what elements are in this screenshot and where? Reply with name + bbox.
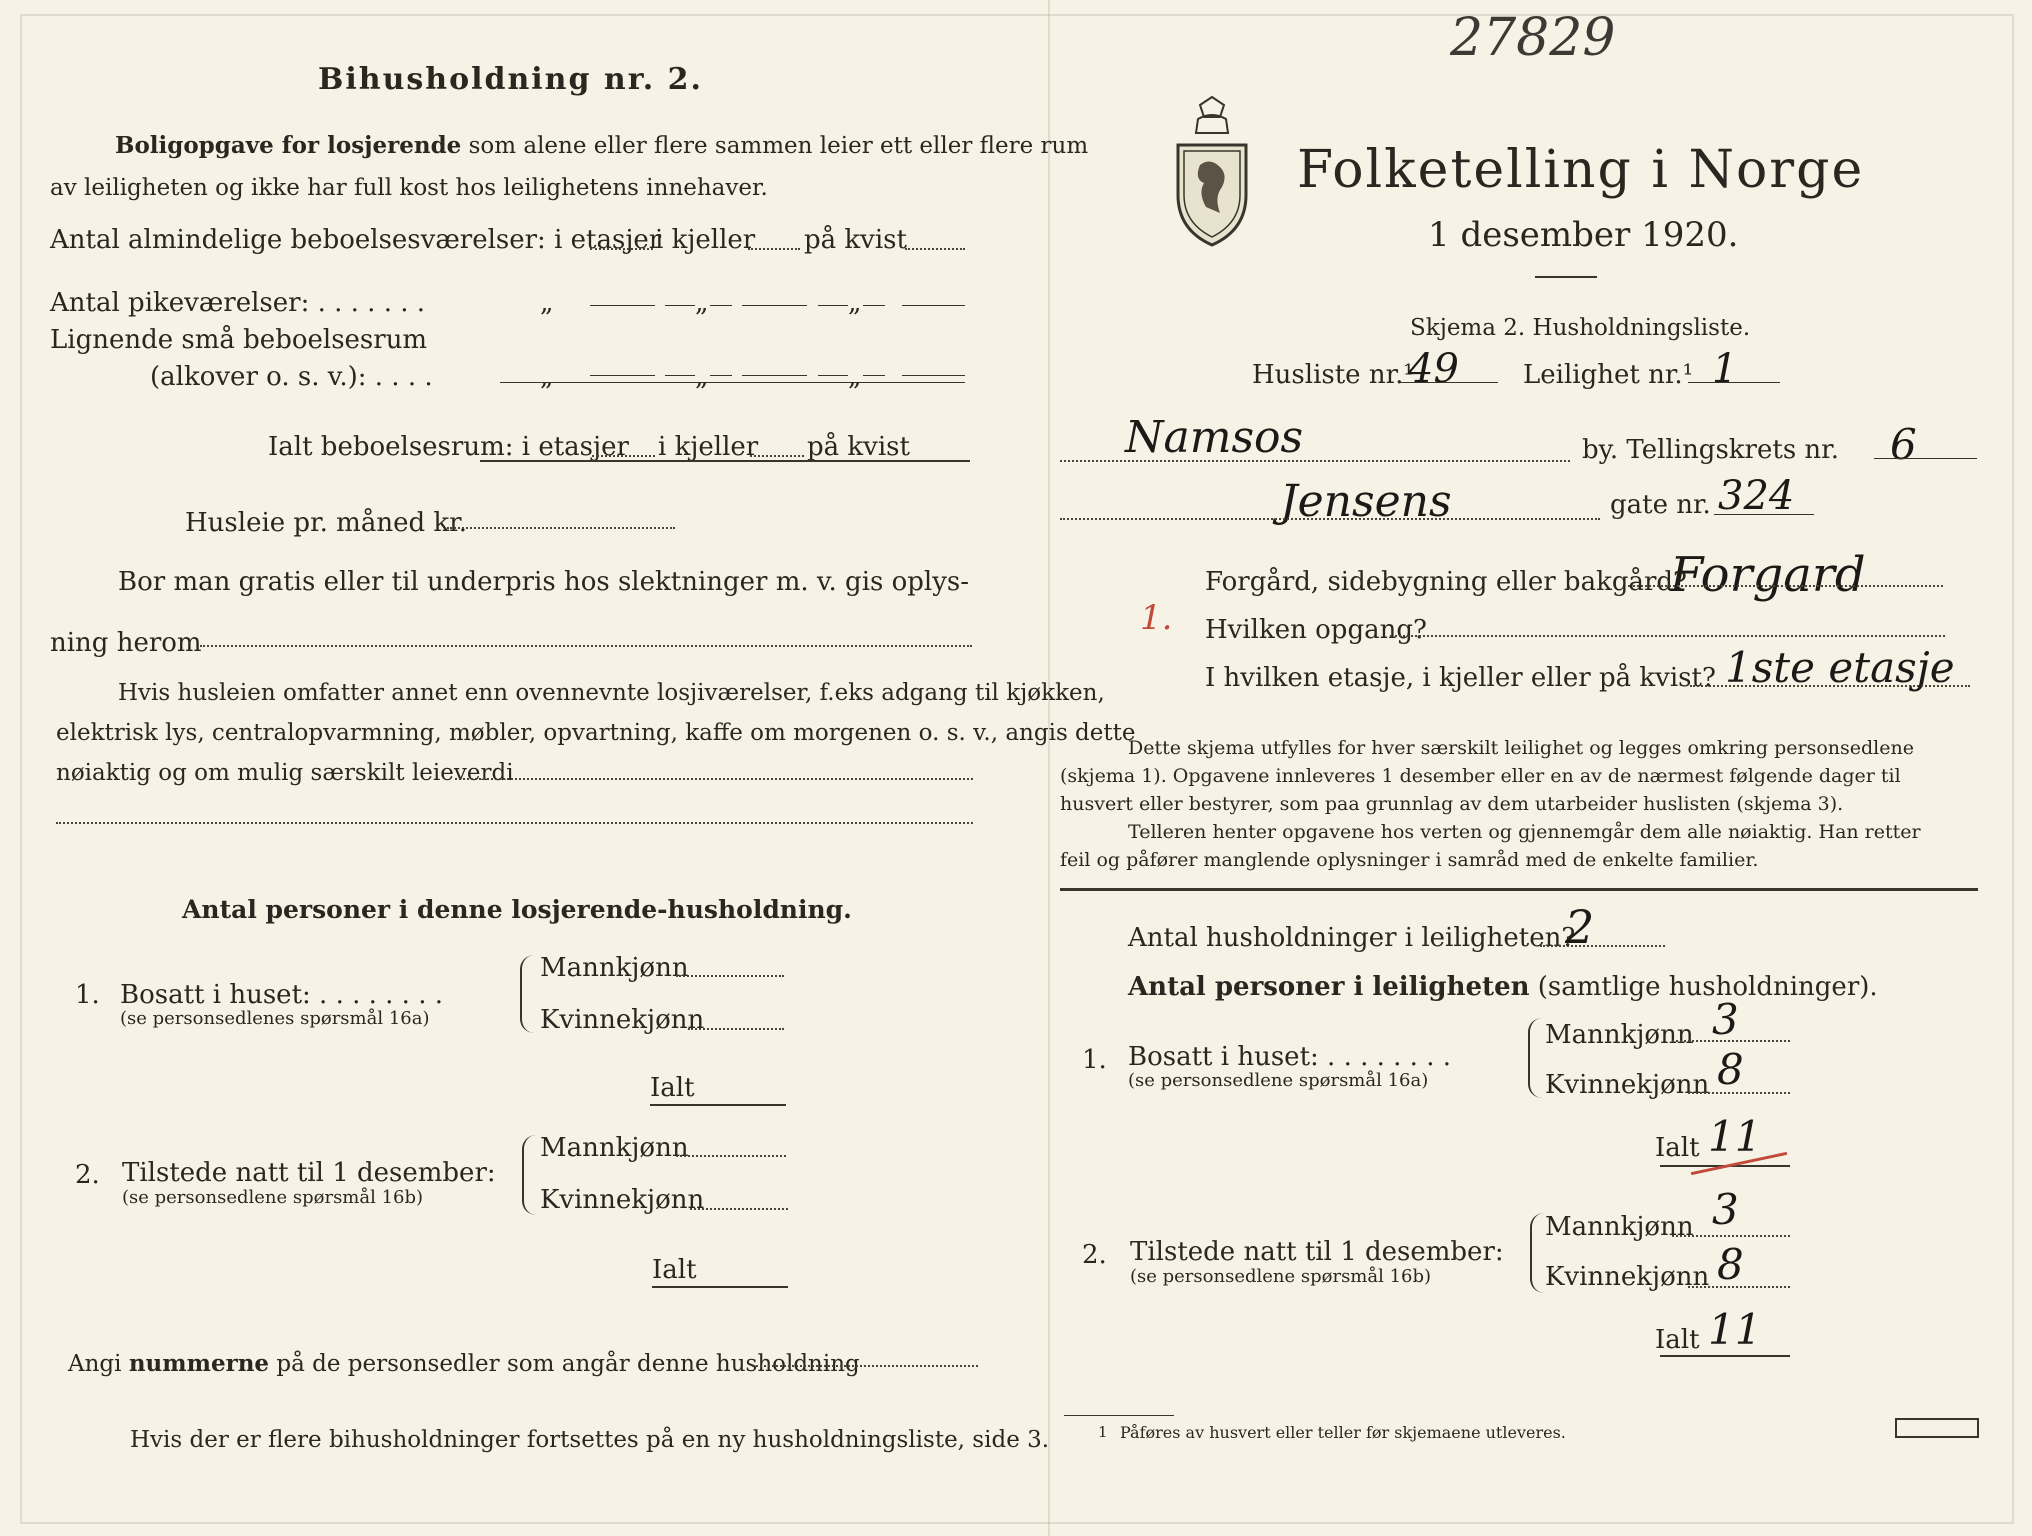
antal-hush-value[interactable]: 2 — [1565, 900, 1595, 954]
intro-line-1 — [115, 132, 1088, 159]
left-q1-label: Bosatt i huset: . . . . . . . . — [120, 980, 444, 1010]
intro-rest: som alene eller flere sammen leier ett eller flere rum — [461, 133, 1089, 159]
opgang-red-mark: 1. — [1140, 598, 1173, 638]
lignende-kvist-field[interactable] — [902, 375, 965, 376]
etasje-field — [1690, 685, 1970, 687]
husliste-value[interactable]: 49 — [1408, 346, 1459, 392]
info-line-5: feil og påfører manglende oplysninger i samråd med de enkelte familier. — [1060, 849, 1759, 871]
footnote-text: Påføres av husvert eller teller før skjemaene utleveres. — [1120, 1423, 1566, 1442]
row-pike-label: Antal pikeværelser: . . . . . . . — [50, 288, 426, 318]
footnote-number: 1 — [1098, 1423, 1108, 1441]
leilighet-field — [1688, 382, 1780, 383]
right-q2-label: Tilstede natt til 1 desember: — [1130, 1237, 1504, 1267]
lignende-etasjer-field[interactable] — [590, 375, 655, 376]
left-q2-mann-field[interactable] — [676, 1155, 786, 1157]
left-q2-number: 2. — [75, 1160, 100, 1190]
left-q2-ialt-field[interactable] — [652, 1286, 788, 1288]
opgang-label: Hvilken opgang? — [1205, 615, 1427, 645]
left-q1-ialt-field[interactable] — [650, 1104, 786, 1106]
opgang-field[interactable] — [1390, 635, 1945, 637]
left-q1-kvinne-field[interactable] — [688, 1028, 784, 1030]
krets-value[interactable]: 6 — [1890, 420, 1917, 469]
pike-dash-2 — [710, 305, 732, 306]
left-q2-label: Tilstede natt til 1 desember: — [122, 1158, 496, 1188]
ditto-mark: „ — [540, 362, 554, 392]
forgard-field — [1628, 585, 1943, 587]
left-q1-ialt-label: Ialt — [650, 1073, 695, 1103]
row-hvis-2: elektrisk lys, centralopvarmning, møbler, opvartning, kaffe om morgenen o. s. v., angis dette — [56, 720, 1136, 746]
forgard-label: Forgård, sidebygning eller bakgård? — [1205, 567, 1687, 597]
row-gratis-1: Bor man gratis eller til underpris hos slektninger m. v. gis oplys- — [118, 567, 970, 597]
husleie-field[interactable] — [447, 527, 675, 529]
angi-line — [68, 1350, 860, 1377]
husliste-label: Husliste nr.¹ — [1252, 360, 1414, 390]
antal-pers-line — [1128, 972, 1878, 1002]
leilighet-label: Leilighet nr.¹ — [1523, 360, 1694, 390]
angi-pre: Angi — [68, 1351, 129, 1377]
info-rule — [1060, 888, 1978, 891]
right-q2-sub: (se personsedlene spørsmål 16b) — [1130, 1266, 1432, 1287]
pike-dash-3 — [818, 305, 848, 306]
pike-dash-4 — [863, 305, 885, 306]
right-q1-mann-field — [1672, 1040, 1790, 1042]
left-q2-ialt-label: Ialt — [652, 1255, 697, 1285]
row-gratis-2: ning herom — [50, 628, 202, 658]
almindelige-etasjer-field[interactable] — [590, 248, 653, 250]
hvis-extra-field[interactable] — [56, 822, 973, 824]
left-q1-brace — [520, 955, 534, 1033]
pike-kjeller-field[interactable] — [742, 305, 807, 306]
right-q1-mann-value[interactable]: 3 — [1712, 995, 1739, 1044]
right-q1-mann-label: Mannkjønn — [1545, 1020, 1694, 1050]
right-q1-label: Bosatt i huset: . . . . . . . . — [1128, 1042, 1452, 1072]
right-q2-ialt-field — [1660, 1355, 1790, 1357]
angi-post: på de personsedler som angår denne husholdning — [269, 1351, 860, 1377]
row-lignende-label-1: Lignende små beboelsesrum — [50, 325, 428, 355]
almindelige-kvist-label: på kvist — [804, 225, 907, 255]
right-date: 1 desember 1920. — [1428, 215, 1739, 255]
gate-value[interactable]: Jensens — [1280, 476, 1452, 527]
right-q2-kvinne-label: Kvinnekjønn — [1545, 1262, 1710, 1292]
gratis-field[interactable] — [200, 645, 972, 647]
leilighet-value[interactable]: 1 — [1712, 346, 1738, 392]
right-q1-ialt-value[interactable]: 11 — [1708, 1112, 1762, 1161]
lign-dash-1 — [665, 375, 695, 376]
title-divider — [1535, 276, 1597, 278]
right-q2-mann-label: Mannkjønn — [1545, 1212, 1694, 1242]
husliste-field — [1398, 382, 1498, 383]
forgard-value[interactable]: Forgard — [1670, 547, 1866, 603]
left-q2-brace — [522, 1135, 536, 1215]
row-ialt-label: Ialt beboelsesrum: i etasjer — [268, 432, 629, 462]
left-q1-mann-field[interactable] — [676, 975, 784, 977]
right-q2-kvinne-field — [1688, 1286, 1790, 1288]
right-q1-kvinne-label: Kvinnekjønn — [1545, 1070, 1710, 1100]
left-q2-kvinne-field[interactable] — [690, 1208, 788, 1210]
intro-line-2: av leiligheten og ikke har full kost hos leilighetens innehaver. — [50, 175, 768, 201]
right-q2-number: 2. — [1082, 1240, 1107, 1270]
ialt-kvist-label: på kvist — [807, 432, 910, 462]
right-q2-ialt-label: Ialt — [1655, 1325, 1700, 1355]
antal-pers-rest: (samtlige husholdninger). — [1529, 972, 1878, 1002]
printer-mark-box — [1895, 1418, 1979, 1438]
ialt-kjeller-field[interactable] — [750, 455, 804, 457]
etasje-value[interactable]: 1ste etasje — [1725, 643, 1955, 692]
almindelige-kjeller-field[interactable] — [748, 248, 800, 250]
angi-field[interactable] — [752, 1365, 978, 1367]
right-q2-mann-value[interactable]: 3 — [1712, 1185, 1739, 1234]
right-q2-brace — [1530, 1213, 1544, 1293]
left-q1-mann-label: Mannkjønn — [540, 953, 689, 983]
left-footer: Hvis der er flere bihusholdninger fortsettes på en ny husholdningsliste, side 3. — [130, 1427, 1050, 1453]
right-q2-kvinne-value[interactable]: 8 — [1717, 1240, 1744, 1289]
ditto-mark: „ — [695, 288, 709, 318]
right-q1-ialt-label: Ialt — [1655, 1133, 1700, 1163]
left-q2-sub: (se personsedlene spørsmål 16b) — [122, 1187, 424, 1208]
antal-pers-bold: Antal personer i leiligheten — [1128, 972, 1530, 1002]
ditto-mark: „ — [695, 362, 709, 392]
info-line-2: (skjema 1). Opgavene innleveres 1 desember eller en av de nærmest følgende dager til — [1060, 765, 1901, 787]
angi-bold: nummerne — [128, 1350, 270, 1377]
gate-field — [1060, 518, 1600, 520]
info-line-3: husvert eller bestyrer, som paa grunnlag av dem utarbeider huslisten (skjema 3). — [1060, 793, 1844, 815]
right-q1-sub: (se personsedlene spørsmål 16a) — [1128, 1070, 1429, 1091]
right-q1-number: 1. — [1082, 1045, 1107, 1075]
left-q2-mann-label: Mannkjønn — [540, 1133, 689, 1163]
by-value[interactable]: Namsos — [1125, 412, 1304, 463]
krets-field — [1874, 458, 1977, 459]
right-q1-kvinne-field — [1688, 1092, 1790, 1094]
ditto-mark: „ — [848, 362, 862, 392]
right-q1-brace — [1528, 1018, 1542, 1098]
footnote-rule — [1064, 1415, 1174, 1416]
row-almindelige-label: Antal almindelige beboelsesværelser: i etasjer — [50, 225, 662, 255]
lign-dash-2 — [710, 375, 732, 376]
ditto-mark: „ — [848, 288, 862, 318]
right-q2-mann-field — [1672, 1235, 1790, 1237]
left-q1-kvinne-label: Kvinnekjønn — [540, 1005, 705, 1035]
gate-label: gate nr. — [1610, 490, 1711, 520]
left-section-title: Antal personer i denne losjerende-husholdning. — [182, 895, 852, 924]
lign-dash-3 — [818, 375, 848, 376]
right-q2-ialt-value[interactable]: 11 — [1708, 1305, 1762, 1354]
intro-bold: Boligopgave for losjerende — [115, 132, 462, 159]
row-hvis-3: nøiaktig og om mulig særskilt leieverdi — [56, 760, 514, 786]
antal-hush-field — [1540, 945, 1665, 947]
by-label: by. Tellingskrets nr. — [1582, 435, 1840, 465]
by-field — [1060, 460, 1570, 462]
almindelige-kvist-field[interactable] — [905, 248, 965, 250]
row-husleie-label: Husleie pr. måned kr. — [185, 508, 467, 538]
left-title: Bihusholdning nr. 2. — [318, 62, 703, 97]
right-title: Folketelling i Norge — [1297, 140, 1865, 200]
lign-dash-4 — [863, 375, 885, 376]
lignende-kjeller-field[interactable] — [742, 375, 807, 376]
row-hvis-1: Hvis husleien omfatter annet enn ovennevnte losjiværelser, f.eks adgang til kjøkken, — [118, 680, 1105, 706]
left-q2-kvinne-label: Kvinnekjønn — [540, 1185, 705, 1215]
left-q1-number: 1. — [75, 980, 100, 1010]
right-q1-kvinne-value[interactable]: 8 — [1717, 1045, 1744, 1094]
archive-stamp-number: 27829 — [1450, 8, 1616, 68]
center-fold — [1048, 0, 1050, 1536]
coat-of-arms-icon — [1170, 95, 1255, 250]
etasje-label: I hvilken etasje, i kjeller eller på kvist? — [1205, 663, 1716, 693]
schema-label: Skjema 2. Husholdningsliste. — [1410, 315, 1751, 341]
gatenr-field — [1714, 514, 1814, 515]
ialt-etasjer-field[interactable] — [592, 455, 655, 457]
pike-dash-1 — [665, 305, 695, 306]
row-lignende-label-2: (alkover o. s. v.): . . . . — [150, 362, 433, 392]
hvis-field[interactable] — [455, 778, 973, 780]
info-line-4: Telleren henter opgavene hos verten og gjennemgår dem alle nøiaktig. Han retter — [1128, 821, 1921, 843]
info-line-1: Dette skjema utfylles for hver særskilt leilighet og legges omkring personsedlene — [1128, 737, 1914, 759]
antal-hush-label: Antal husholdninger i leiligheten? — [1128, 923, 1576, 953]
pike-etasjer-field[interactable] — [590, 305, 655, 306]
ialt-double-underline — [480, 460, 970, 462]
left-q1-sub: (se personsedlenes spørsmål 16a) — [120, 1008, 430, 1029]
lignende-underline — [500, 382, 965, 383]
ditto-mark: „ — [540, 288, 554, 318]
ialt-kjeller-label: i kjeller — [658, 432, 759, 462]
almindelige-kjeller-label: i kjeller — [655, 225, 756, 255]
gatenr-value[interactable]: 324 — [1718, 473, 1795, 519]
pike-kvist-field[interactable] — [902, 305, 965, 306]
